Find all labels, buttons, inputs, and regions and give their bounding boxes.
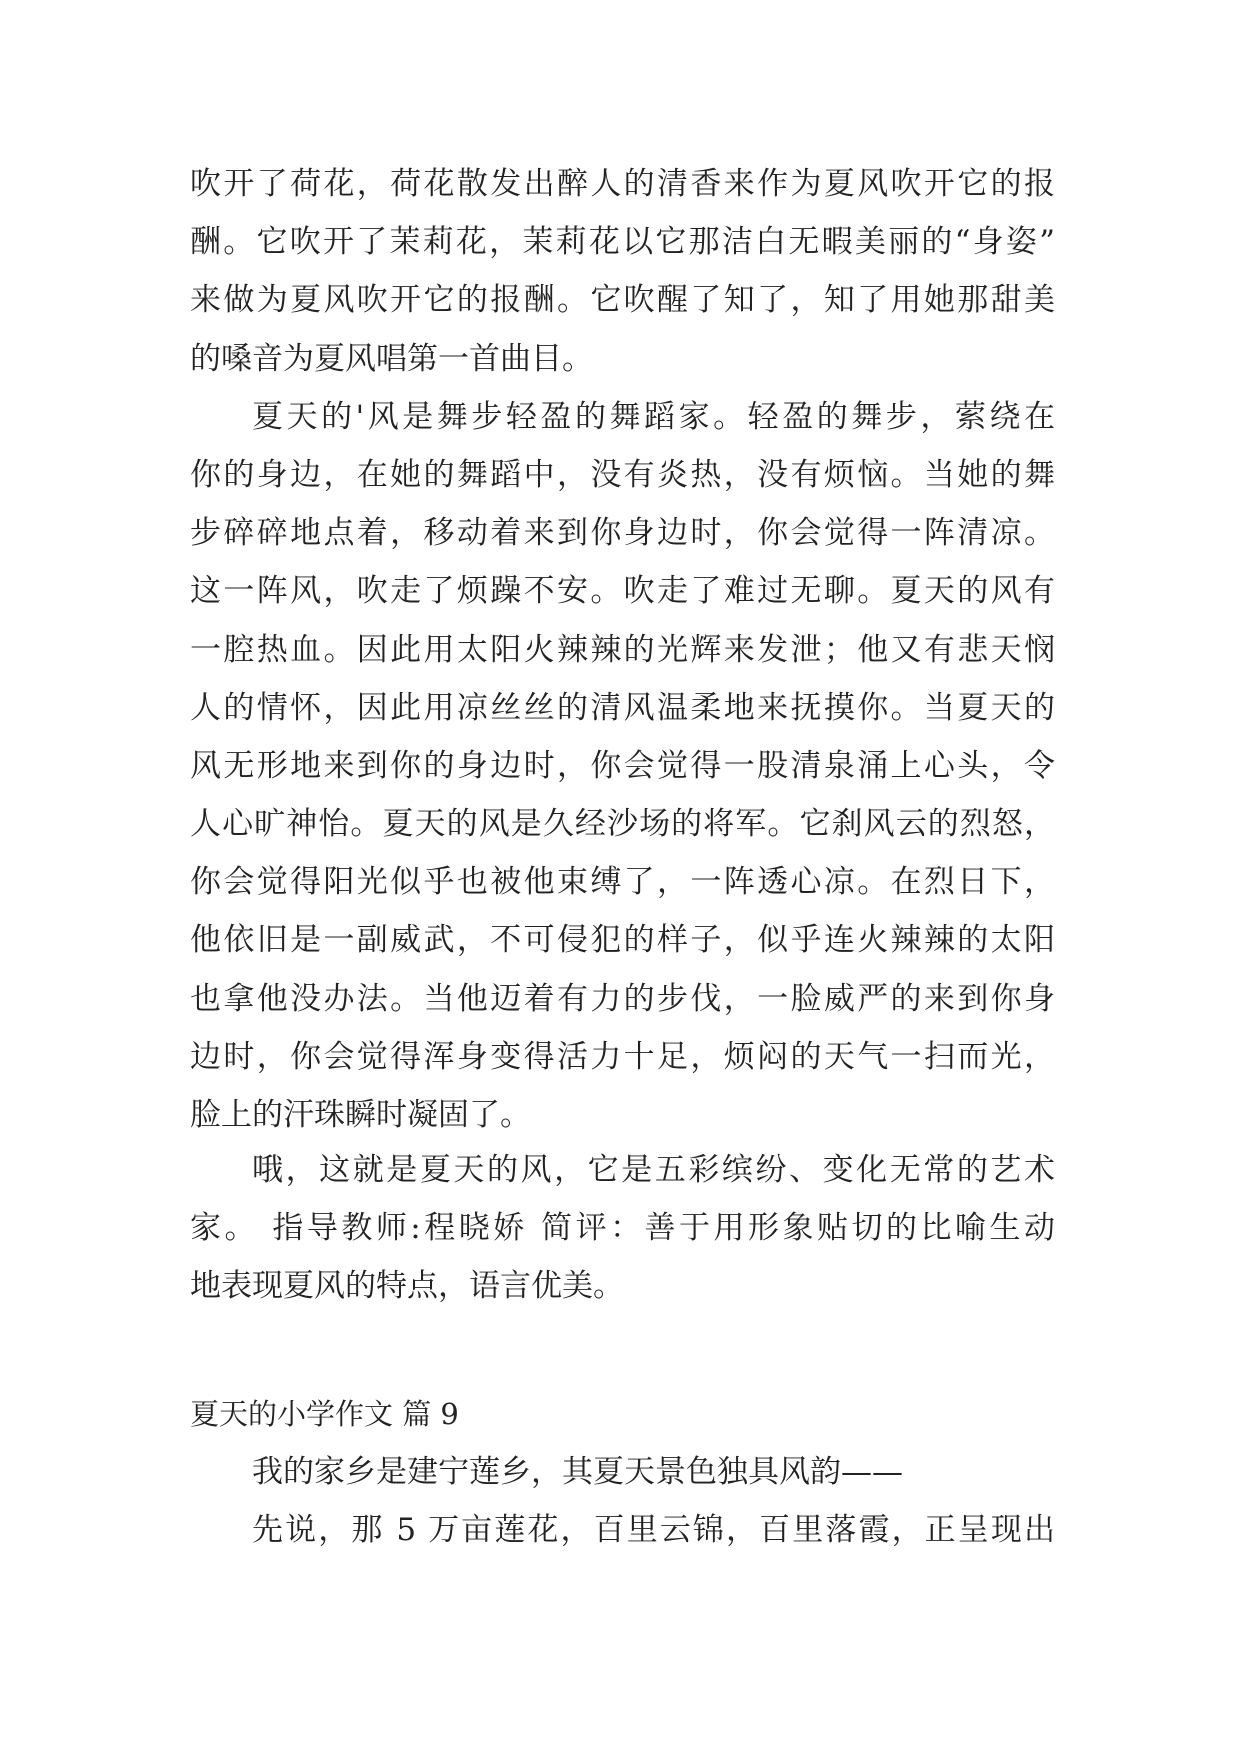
text-line: 人心旷神怡。夏天的风是久经沙场的将军。它刹风云的烈怒， bbox=[190, 806, 1055, 843]
text-line: 也拿他没办法。当他迈着有力的步伐，一脸威严的来到你身 bbox=[190, 980, 1055, 1017]
text-line: 风无形地来到你的身边时，你会觉得一股清泉涌上心头，令 bbox=[190, 747, 1055, 784]
section-body bbox=[190, 1443, 1055, 1559]
paragraph-first-line: 先说，那 5 万亩莲花，百里云锦，百里落霞，正呈现出 bbox=[252, 1512, 1055, 1549]
paragraph-first-line: 哦，这就是夏天的风，它是五彩缤纷、变化无常的艺术 bbox=[252, 1152, 1055, 1188]
text-line: 边时，你会觉得浑身变得活力十足，烦闷的天气一扫而光， bbox=[190, 1038, 1055, 1075]
text-line: 人的情怀，因此用凉丝丝的清风温柔地来抚摸你。当夏天的 bbox=[190, 689, 1055, 726]
article-body bbox=[190, 155, 1055, 1144]
text-line: 这一阵风，吹走了烦躁不安。吹走了难过无聊。夏天的风有 bbox=[190, 573, 1055, 610]
paragraph-first-line: 我的家乡是建宁莲乡，其夏天景色独具风韵—— bbox=[252, 1454, 903, 1490]
text-line: 吹开了荷花，荷花散发出醉人的清香来作为夏风吹开它的报 bbox=[190, 166, 1055, 202]
text-line: 家。 指导教师:程晓娇 简评：善于用形象贴切的比喻生动 bbox=[190, 1210, 1055, 1247]
text-line: 你会觉得阳光似乎也被他束缚了，一阵透心凉。在烈日下， bbox=[190, 864, 1055, 901]
paragraph-first-line: 夏天的'风是舞步轻盈的舞蹈家。轻盈的舞步，萦绕在 bbox=[252, 398, 1055, 435]
closing-paragraph bbox=[190, 1141, 1055, 1316]
text-line: 脸上的汗珠瞬时凝固了。 bbox=[190, 1097, 531, 1133]
text-line: 他依旧是一副威武，不可侵犯的样子，似乎连火辣辣的太阳 bbox=[190, 922, 1055, 959]
text-line: 你的身边，在她的舞蹈中，没有炎热，没有烦恼。当她的舞 bbox=[190, 456, 1055, 493]
text-line: 酬。它吹开了茉莉花，茉莉花以它那洁白无暇美丽的“身姿” bbox=[190, 224, 1055, 261]
text-line: 来做为夏风吹开它的报酬。它吹醒了知了，知了用她那甜美 bbox=[190, 282, 1055, 319]
text-line: 地表现夏风的特点，语言优美。 bbox=[190, 1268, 624, 1305]
text-line: 步碎碎地点着，移动着来到你身边时，你会觉得一阵清凉。 bbox=[190, 515, 1055, 552]
section-heading: 夏天的小学作文 篇 9 bbox=[190, 1397, 459, 1431]
text-line: 的嗓音为夏风唱第一首曲目。 bbox=[190, 340, 593, 377]
text-line: 一腔热血。因此用太阳火辣辣的光辉来发泄；他又有悲天悯 bbox=[190, 631, 1055, 668]
